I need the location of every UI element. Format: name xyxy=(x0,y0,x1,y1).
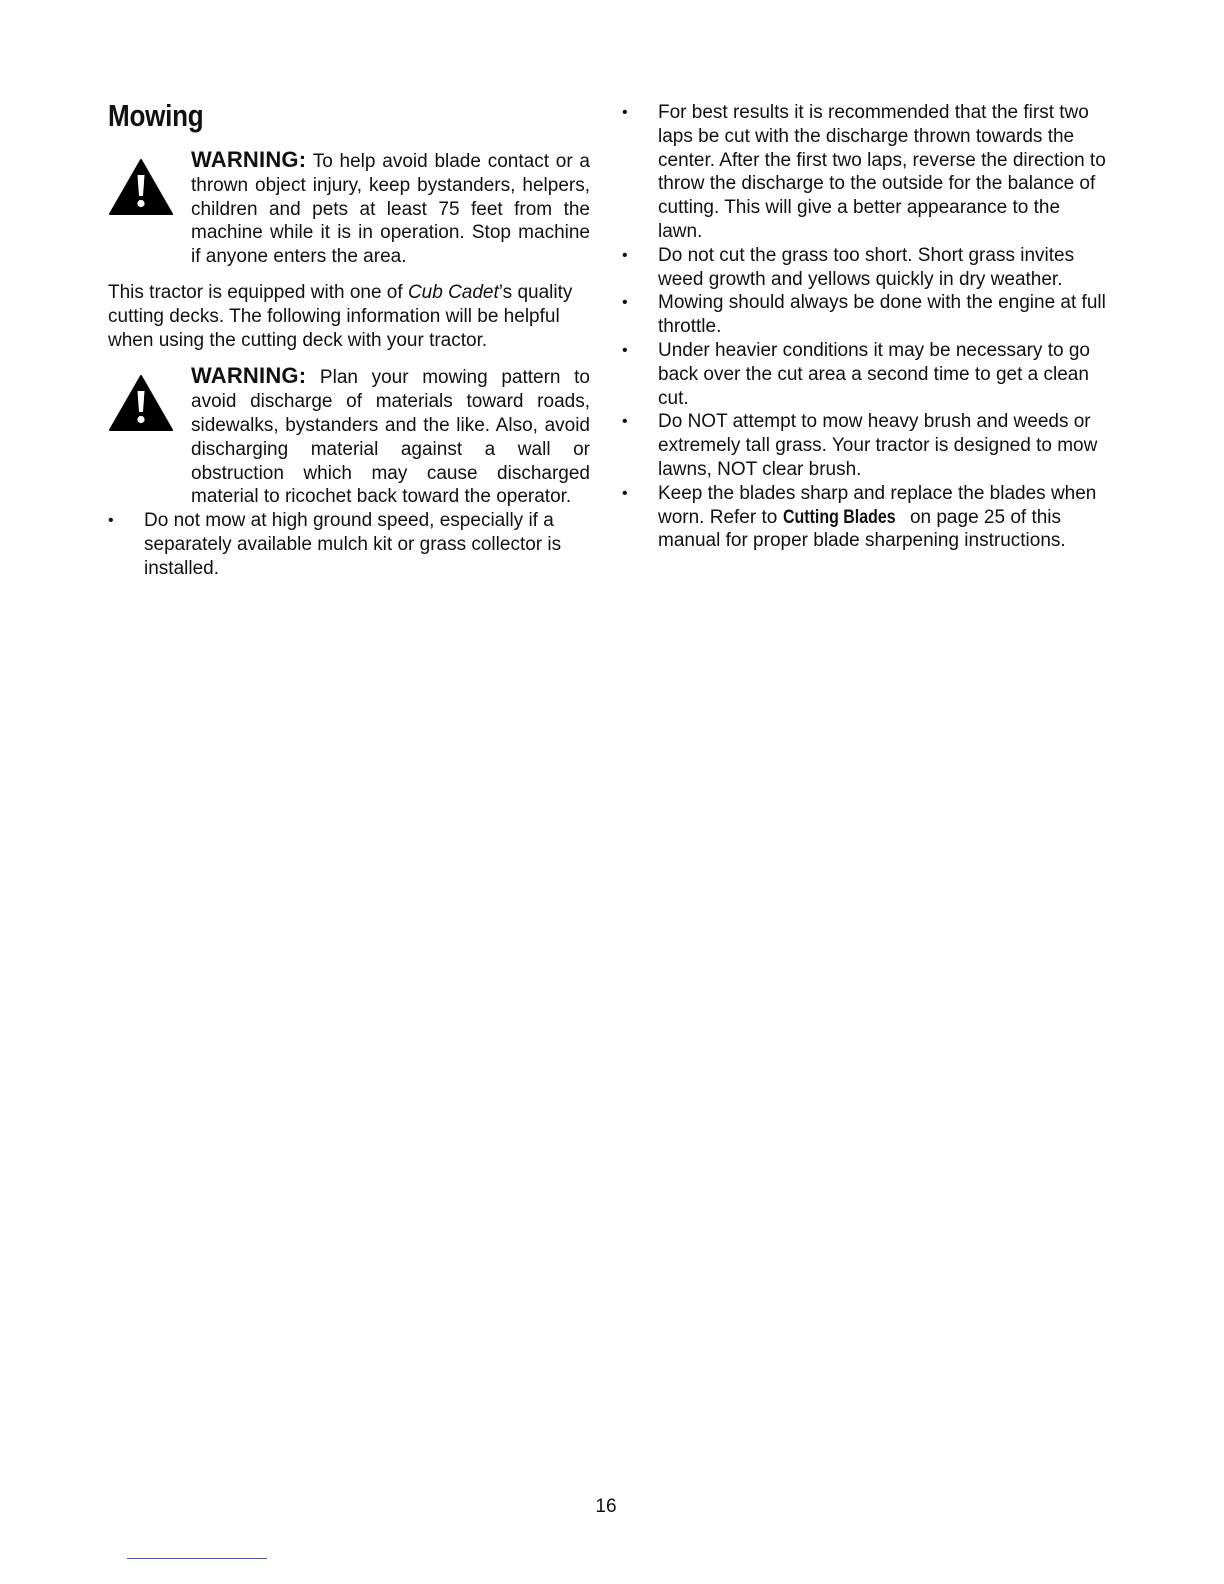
list-item-text: Do not cut the grass too short. Short grass invites weed growth and yellows quickly in dry weather. xyxy=(658,244,1075,290)
warning-triangle-icon xyxy=(108,374,174,432)
warning-blade-contact xyxy=(108,148,590,269)
left-column xyxy=(108,98,590,581)
bullet-marker: • xyxy=(622,413,628,431)
list-item-text: Do NOT attempt to mow heavy brush and weeds or extremely tall grass. Your tractor is designed to mow lawns, NOT clear brush. xyxy=(658,411,1098,480)
list-item-text-before: Keep the blades sharp and replace the blades when worn. Refer to xyxy=(658,482,1097,528)
warning-heading: WARNING: xyxy=(191,147,307,172)
list-item-text: Mowing should always be done with the engine at full throttle. xyxy=(658,292,1106,338)
list-item xyxy=(622,291,1106,339)
list-item xyxy=(108,509,590,580)
warning-triangle-icon xyxy=(108,158,174,216)
list-item-text: Under heavier conditions it may be necessary to go back over the cut area a second time to get a clean cut. xyxy=(658,339,1090,409)
warning-text: Plan your mowing pattern to avoid discharge of materials toward roads, sidewalks, bystanders and the like. Also, avoid discharging material against a wall or obstruction which may cause discharged material to ricochet back toward the operator. xyxy=(191,367,590,508)
list-item xyxy=(622,339,1106,410)
warning-heading: WARNING: xyxy=(191,363,307,389)
warning-discharge xyxy=(108,364,590,509)
list-item xyxy=(622,410,1106,481)
footer-rule xyxy=(127,1558,267,1559)
bullet-marker: • xyxy=(622,341,628,359)
bullet-marker: • xyxy=(622,294,628,312)
bullet-marker: • xyxy=(622,246,628,264)
bullet-marker: • xyxy=(108,512,114,530)
intro-text-after: ’s quality cutting decks. The following information will be helpful when using the cutting deck with your tractor. xyxy=(108,281,573,351)
list-item-text: For best results it is recommended that the first two laps be cut with the discharge thrown towards the center. After the first two laps, reverse the direction to throw the discharge to the outside for the balance of cutting. This will give a better appearance to the lawn. xyxy=(658,102,1106,242)
list-item xyxy=(622,482,1106,553)
right-column xyxy=(622,101,1106,553)
intro-paragraph xyxy=(108,281,590,352)
left-bullet-list xyxy=(108,509,590,580)
cross-reference-link: Cutting Blades xyxy=(782,506,896,528)
list-item-text: Do not mow at high ground speed, especially if a separately available mulch kit or grass collector is installed. xyxy=(144,510,562,579)
right-bullet-list xyxy=(622,101,1106,553)
intro-text-before: This tractor is equipped with one of xyxy=(108,281,408,303)
section-title: Mowing xyxy=(108,98,204,133)
bullet-marker: • xyxy=(622,104,628,121)
intro-brand: Cub Cadet xyxy=(407,281,499,303)
warning-text: To help avoid blade contact or a thrown object injury, keep bystanders, helpers, children and pets at least 75 feet from the machine while it is in operation. Stop machine if anyone enters the area. xyxy=(191,151,590,268)
bullet-marker: • xyxy=(622,484,628,502)
list-item-text-after: on page 25 of this manual for proper blade sharpening instructions. xyxy=(658,506,1066,552)
list-item xyxy=(622,244,1106,292)
list-item xyxy=(622,101,1106,244)
page-number: 16 xyxy=(595,1496,617,1517)
